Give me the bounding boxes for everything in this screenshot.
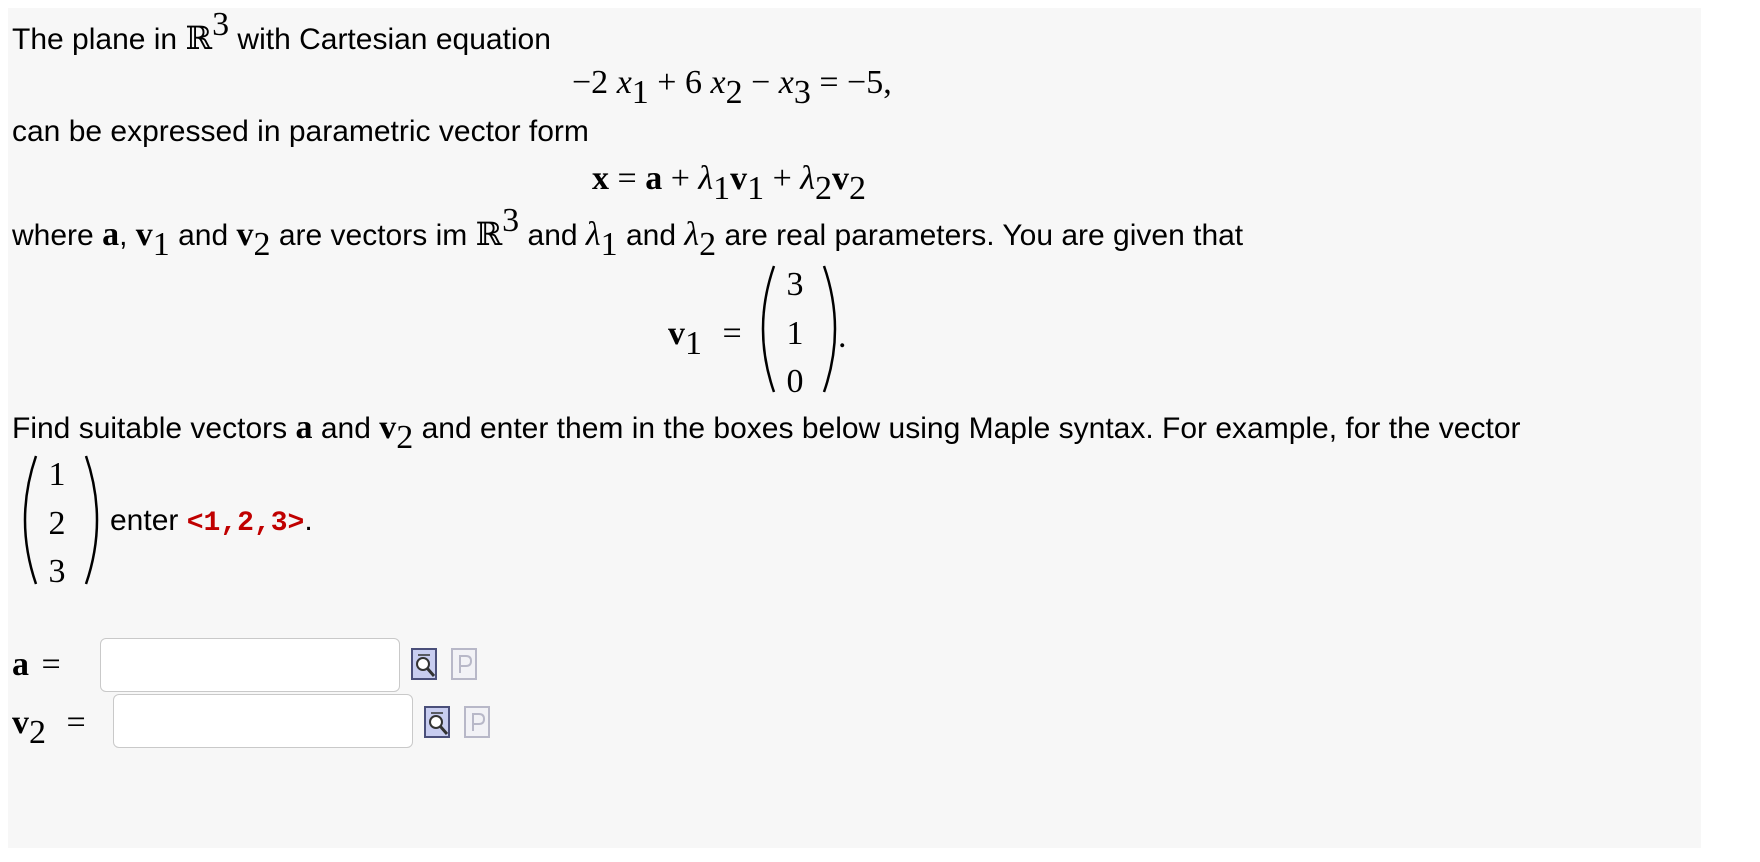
find-v2: v [379,409,397,446]
param-x: x [592,160,609,197]
given-v-sub: 1 [685,325,702,362]
real-space-symbol: ℝ [185,19,213,57]
where-line [12,202,1244,263]
where-text-end: are real parameters. You are given that [724,219,1244,252]
param-plus-2: + [772,160,792,197]
eq-sub-3: 3 [793,74,811,111]
find-a: a [295,409,313,446]
example-code: <1,2,3> [186,508,305,539]
parametric-form [592,160,867,207]
where-real-space: ℝ [475,215,503,253]
where-lambda-1-sub: 1 [600,226,618,263]
cartesian-equation [572,64,892,111]
preview-icon[interactable] [410,647,440,681]
answer-v2-input[interactable] [113,694,413,748]
param-lambda-1: λ [698,160,714,197]
param-eq: = [617,160,637,197]
given-vector-entry: 1 [786,315,804,352]
given-vector-entry: 3 [786,266,804,303]
eq-term-2: + 6 [657,64,702,101]
intro-text-after: with Cartesian equation [237,23,551,56]
where-text-and-3: and [626,219,677,252]
where-v1: v [135,216,153,253]
where-a: a [102,216,120,253]
answer-a-symbol: a [12,646,29,683]
eq-sub-1: 1 [631,74,649,111]
find-v2-sub: 2 [396,419,414,456]
given-vector-period: . [838,318,847,355]
param-v2: v [832,160,850,197]
given-v-eq: = [722,315,742,352]
eq-sub-2: 2 [725,74,743,111]
intro-line [12,6,551,58]
param-lambda-2: λ [800,160,816,197]
eq-var-x3: x [778,64,794,101]
where-comma: , [119,219,128,252]
where-lambda-1: λ [585,216,601,253]
eq-rhs: = −5, [819,64,892,101]
param-v1-sub: 1 [747,170,765,207]
where-text-and-2: and [527,219,578,252]
example-vector-entry: 2 [48,505,66,542]
where-v2: v [236,216,254,253]
param-a: a [645,160,663,197]
example-period: . [304,504,313,537]
answer-v2-symbol: v [12,704,29,741]
eq-coef-1: −2 [572,64,609,101]
find-text-and: and [320,412,371,445]
answer-a-eq: = [41,646,61,683]
given-v-name: v [668,315,685,352]
eq-var-x2: x [710,64,726,101]
where-text-and-1: and [178,219,229,252]
answer-a-label [12,646,61,684]
find-line [12,409,1521,456]
find-text-2: and enter them in the boxes below using Maple syntax. For example, for the vector [421,412,1521,445]
intro-text: The plane in [12,23,178,56]
given-vector-entry: 0 [786,363,804,400]
param-v1: v [730,160,748,197]
answer-v2-eq: = [66,704,86,741]
eq-minus: − [751,64,771,101]
eq-var-x1: x [616,64,632,101]
help-icon[interactable] [450,647,480,681]
where-space-power: 3 [502,202,520,239]
find-text-1: Find suitable vectors [12,412,288,445]
where-lambda-2-sub: 2 [699,226,717,263]
answer-v2-sub: 2 [29,714,46,751]
example-vector-entry: 1 [48,456,66,493]
param-lambda-1-sub: 1 [713,170,731,207]
answer-v2-label [12,704,86,751]
param-intro-line: can be expressed in parametric vector form [12,115,589,148]
space-power: 3 [212,6,230,43]
example-enter-text: enter [110,504,179,537]
given-vector-label [668,315,742,362]
example-instruction [110,504,313,541]
preview-icon[interactable] [423,705,453,739]
example-vector-entry: 3 [48,553,66,590]
answer-a-input[interactable] [100,638,400,692]
param-v2-sub: 2 [849,170,867,207]
where-lambda-2: λ [684,216,700,253]
where-text-vectors: are vectors im [278,219,468,252]
param-plus-1: + [670,160,690,197]
where-text-1: where [12,219,94,252]
where-v2-sub: 2 [253,226,271,263]
where-v1-sub: 1 [152,226,170,263]
param-lambda-2-sub: 2 [815,170,833,207]
help-icon[interactable] [463,705,493,739]
